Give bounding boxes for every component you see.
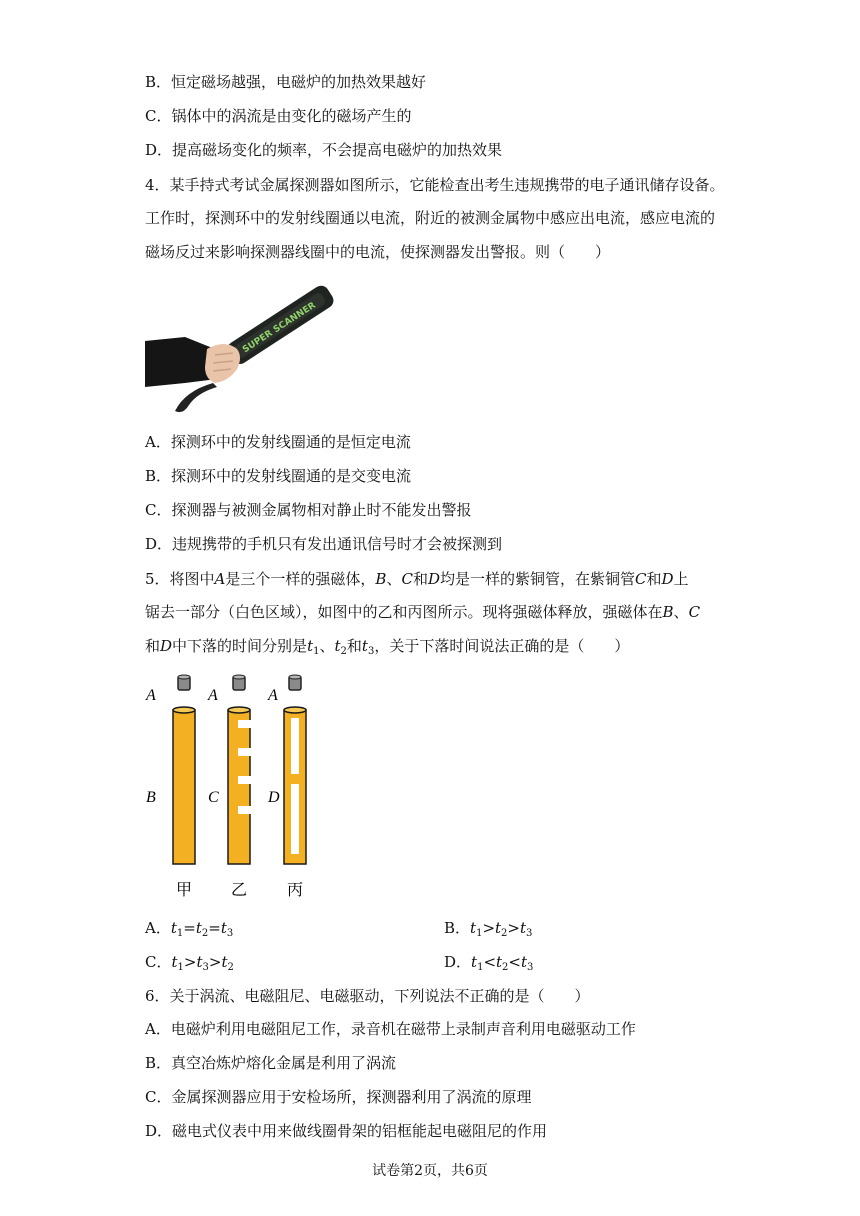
q5-stem-line2: 锯去一部分（白色区域），如图中的乙和丙图所示。现将强磁体释放，强磁体在B、C [145, 603, 701, 621]
q5-option-b: B．$t_1>t_2>t_3$ [444, 919, 533, 939]
magnet-jia [178, 675, 190, 690]
q5-stem-line1: 5．将图中A是三个一样的强磁体，B、C和D均是一样的紫铜管，在紫铜管C和D上 [145, 570, 689, 588]
label-b: B [146, 789, 156, 806]
q5-option-d: D．$t_1<t_2<t_3$ [444, 953, 534, 973]
q6-option-a: A．电磁炉利用电磁阻尼工作，录音机在磁带上录制声音利用电磁驱动工作 [145, 1020, 636, 1038]
q4-stem-line2: 工作时，探测环中的发射线圈通以电流，附近的被测金属物中感应出电流，感应电流的 [145, 209, 716, 227]
caption-bing: 丙 [287, 880, 304, 899]
magnet-tubes-figure [142, 670, 332, 902]
q4-stem-line1: 4．某手持式考试金属探测器如图所示，它能检查出考生违规携带的电子通讯储存设备。 [145, 176, 725, 194]
q4-option-c: C．探测器与被测金属物相对静止时不能发出警报 [145, 501, 472, 519]
q4-option-b: B．探测环中的发射线圈通的是交变电流 [145, 467, 412, 485]
detector-label-text: SUPER SCANNER [241, 300, 318, 356]
label-a-yi: A [208, 687, 218, 704]
q5-option-c: C．$t_1>t_3>t_2$ [145, 953, 234, 973]
q6-option-b: B．真空冶炼炉熔化金属是利用了涡流 [145, 1054, 397, 1072]
tube-b [173, 707, 195, 864]
magnet-yi [233, 675, 245, 690]
page-footer: 试卷第2页，共6页 [372, 1163, 488, 1179]
q3-option-c: C．锅体中的涡流是由变化的磁场产生的 [145, 107, 412, 125]
q4-stem-line3: 磁场反过来影响探测器线圈中的电流，使探测器发出警报。则（ ） [145, 243, 611, 261]
q4-option-a: A．探测环中的发射线圈通的是恒定电流 [145, 433, 411, 451]
tube-d [284, 707, 306, 864]
q5-stem-line3: 和D中下落的时间分别是$t_1$、$t_2$和$t_3$，关于下落时间说法正确的是（ ） [145, 637, 630, 657]
q5-option-a: A．$t_1=t_2=t_3$ [145, 919, 234, 939]
q3-option-b: B．恒定磁场越强，电磁炉的加热效果越好 [145, 73, 427, 91]
caption-yi: 乙 [231, 880, 248, 899]
q6-option-d: D．磁电式仪表中用来做线圈骨架的铝框能起电磁阻尼的作用 [145, 1122, 548, 1140]
label-d: D [268, 789, 280, 806]
metal-detector-figure [145, 283, 318, 415]
tube-c [228, 707, 251, 864]
caption-jia: 甲 [176, 880, 193, 899]
magnet-bing [289, 675, 301, 690]
label-a-bing: A [268, 687, 278, 704]
q6-stem: 6．关于涡流、电磁阻尼、电磁驱动，下列说法不正确的是（ ） [145, 987, 590, 1005]
label-c: C [208, 789, 219, 806]
label-a-jia: A [146, 687, 156, 704]
q4-option-d: D．违规携带的手机只有发出通讯信号时才会被探测到 [145, 535, 503, 553]
q3-option-d: D．提高磁场变化的频率，不会提高电磁炉的加热效果 [145, 141, 503, 159]
q6-option-c: C．金属探测器应用于安检场所，探测器利用了涡流的原理 [145, 1088, 532, 1106]
